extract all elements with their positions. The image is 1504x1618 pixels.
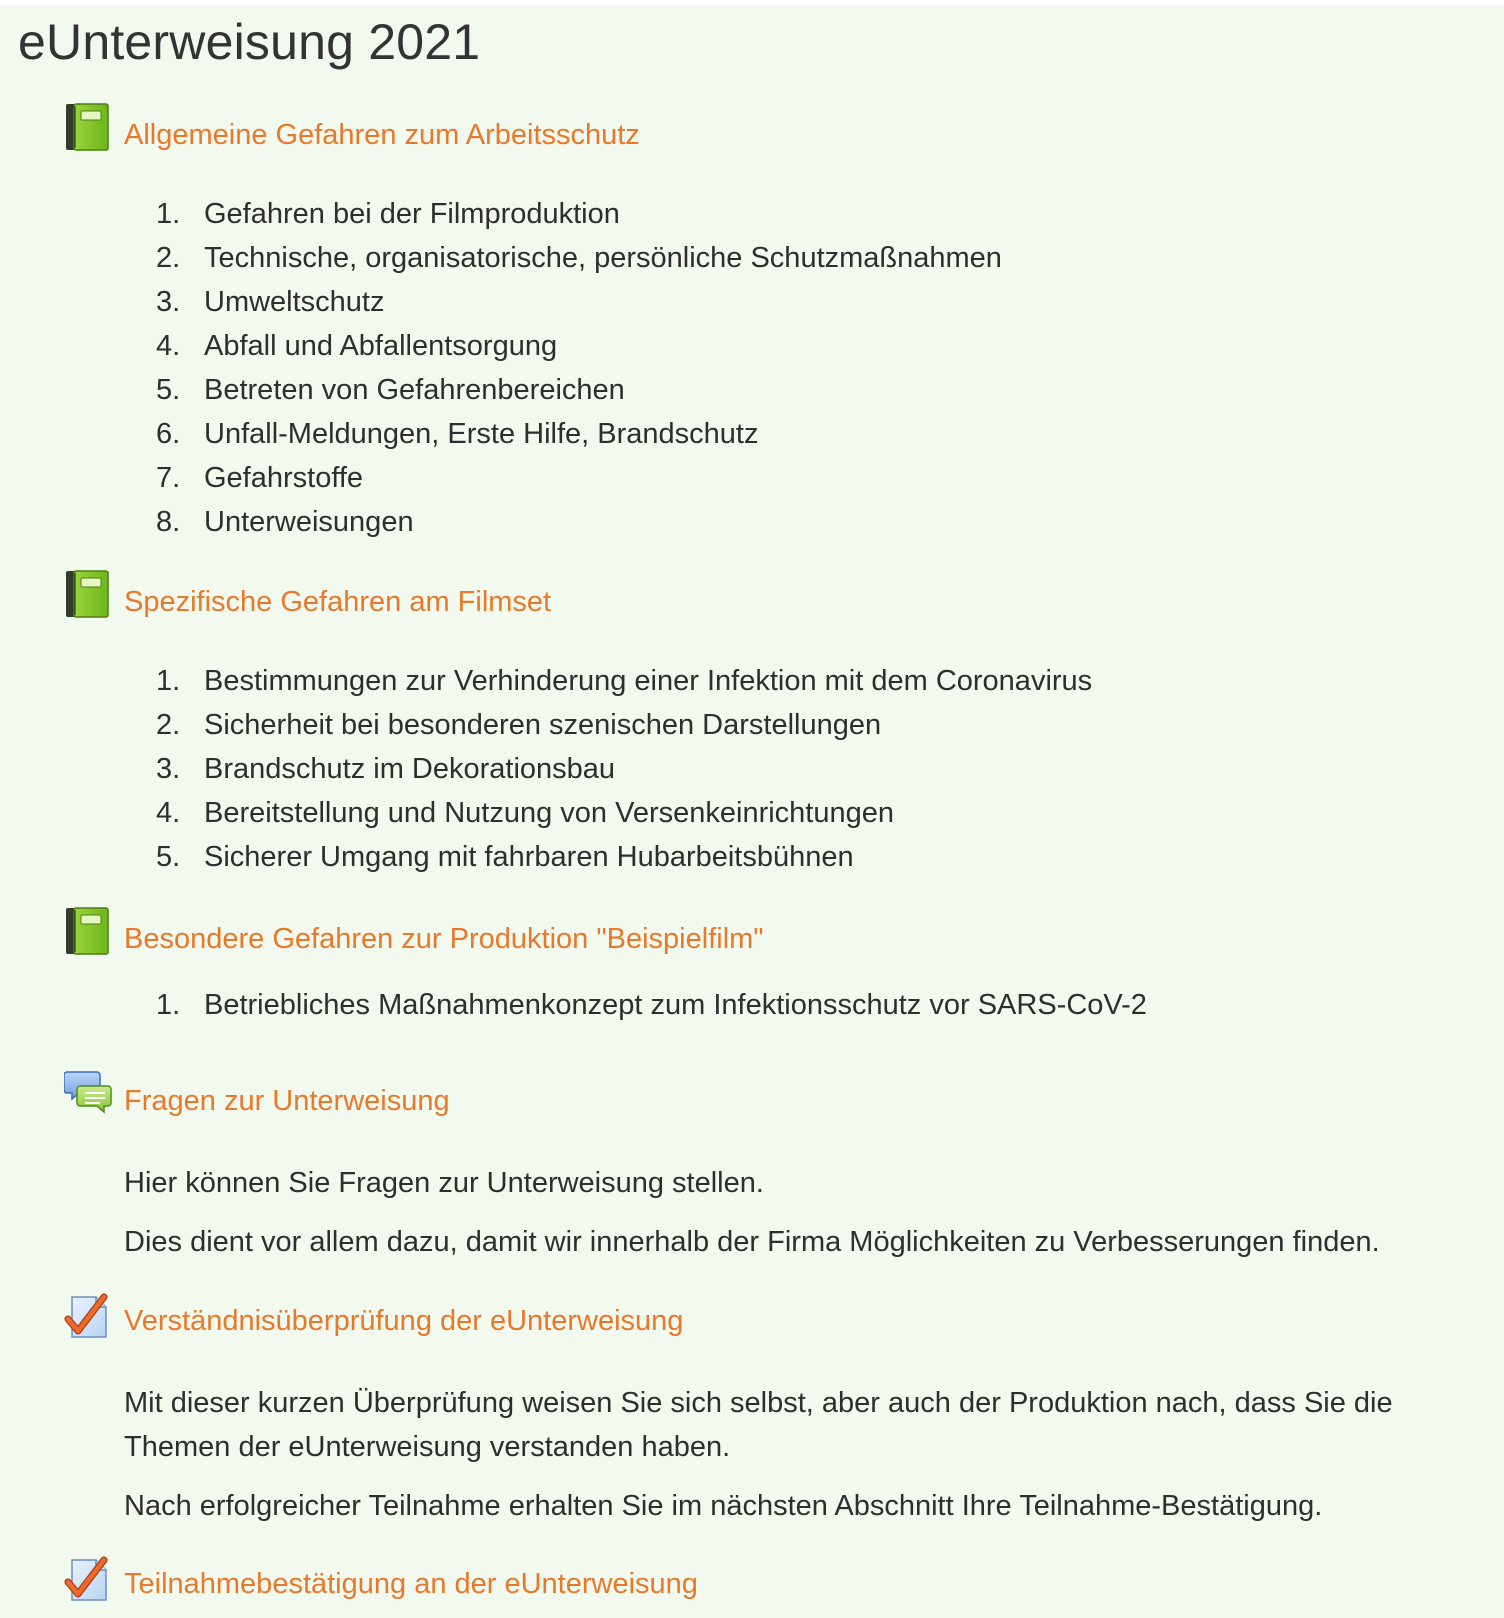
activity-link-besondere-gefahren[interactable]: Besondere Gefahren zur Produktion "Beispielfilm" (124, 923, 764, 955)
list-item: 3. Brandschutz im Dekorationsbau (156, 753, 616, 785)
quiz-icon (64, 1291, 114, 1341)
book-icon (64, 569, 112, 619)
list-item: 4. Abfall und Abfallentsorgung (156, 330, 558, 362)
activity-link-allgemeine-gefahren[interactable]: Allgemeine Gefahren zum Arbeitsschutz (124, 119, 640, 151)
activity-description: Hier können Sie Fragen zur Unterweisung stellen. (124, 1167, 764, 1199)
list-item: 2. Sicherheit bei besonderen szenischen Darstellungen (156, 709, 882, 741)
list-item: 1. Gefahren bei der Filmproduktion (156, 198, 620, 230)
forum-icon (64, 1067, 114, 1117)
activity-description: Dies dient vor allem dazu, damit wir innerhalb der Firma Möglichkeiten zu Verbesserungen finden. (124, 1226, 1380, 1258)
activity-description: Mit dieser kurzen Überprüfung weisen Sie sich selbst, aber auch der Produktion nach, dass Sie die Themen der eUnterweisung verstanden haben. (124, 1387, 1393, 1463)
list-item: 8. Unterweisungen (156, 506, 414, 538)
list-item: 2. Technische, organisatorische, persönliche Schutzmaßnahmen (156, 242, 1002, 274)
section-title: eUnterweisung 2021 (18, 14, 481, 70)
list-item: 1. Bestimmungen zur Verhinderung einer Infektion mit dem Coronavirus (156, 665, 1093, 697)
activity-link-verstaendnis[interactable]: Verständnisüberprüfung der eUnterweisung (124, 1305, 684, 1337)
list-item: 6. Unfall-Meldungen, Erste Hilfe, Brandschutz (156, 418, 759, 450)
chapter-list (156, 192, 1002, 544)
course-section (0, 5, 1504, 1618)
chapter-list (156, 983, 1147, 1027)
activity-link-fragen[interactable]: Fragen zur Unterweisung (124, 1085, 450, 1117)
chapter-list (156, 659, 1092, 879)
list-item: 5. Betreten von Gefahrenbereichen (156, 374, 625, 406)
list-item: 5. Sicherer Umgang mit fahrbaren Hubarbeitsbühnen (156, 841, 854, 873)
activity-link-teilnahme[interactable]: Teilnahmebestätigung an der eUnterweisung (124, 1568, 698, 1600)
list-item: 7. Gefahrstoffe (156, 462, 364, 494)
activity-description: Nach erfolgreicher Teilnahme erhalten Sie im nächsten Abschnitt Ihre Teilnahme-Bestätigung. (124, 1490, 1323, 1522)
book-icon (64, 906, 112, 956)
list-item: 4. Bereitstellung und Nutzung von Versenkeinrichtungen (156, 797, 895, 829)
activity-link-spezifische-gefahren[interactable]: Spezifische Gefahren am Filmset (124, 586, 552, 618)
quiz-icon (64, 1554, 114, 1604)
list-item: 3. Umweltschutz (156, 286, 385, 318)
book-icon (64, 102, 112, 152)
list-item: 1. Betriebliches Maßnahmenkonzept zum Infektionsschutz vor SARS-CoV-2 (156, 989, 1147, 1021)
